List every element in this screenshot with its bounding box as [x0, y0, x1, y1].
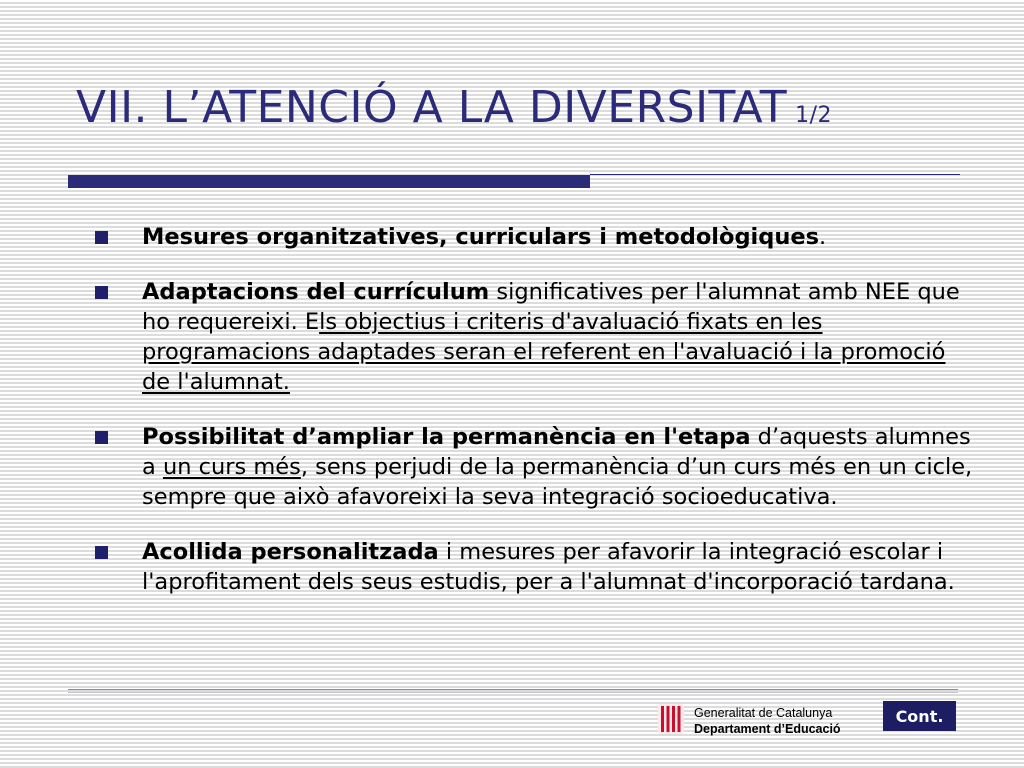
- organization-line-1: Generalitat de Catalunya: [694, 706, 833, 720]
- bullet-list: [94, 222, 974, 622]
- bullet-item-acollida: [94, 537, 974, 597]
- continue-button[interactable]: Cont.: [883, 701, 956, 731]
- bullet-square-icon: [95, 546, 108, 559]
- bullet-text: significatives per l'alumnat amb NEE que ho requereixi. E: [142, 279, 960, 335]
- bullet-square-icon: [95, 431, 108, 444]
- bullet-underlined-text: un curs més: [162, 454, 301, 480]
- organization-line-2: Departament d’Educació: [694, 722, 841, 736]
- footer-divider-secondary: [68, 692, 958, 693]
- bullet-text: .: [819, 224, 827, 250]
- bullet-item-adaptacions: [94, 277, 974, 397]
- bullet-square-icon: [95, 286, 108, 299]
- bullet-heading: Acollida personalitzada: [142, 539, 439, 565]
- generalitat-senyera-icon: [658, 704, 684, 734]
- slide-page-indicator: 1/2: [795, 103, 832, 128]
- bullet-text: , sens perjudi de la permanència d’un curs més en un cicle, sempre que això afavoreixi la seva integració socioeducativa.: [142, 454, 973, 510]
- bullet-square-icon: [95, 231, 108, 244]
- title-underline-bar: [68, 175, 590, 188]
- bullet-heading: Possibilitat d’ampliar la permanència en l'etapa: [142, 424, 751, 450]
- organization-name: [694, 705, 841, 737]
- slide-title-text: VII. L’ATENCIÓ A LA DIVERSITAT: [76, 82, 788, 133]
- bullet-item-permanencia: [94, 422, 974, 512]
- bullet-heading: Mesures organitzatives, curriculars i metodològiques: [142, 224, 820, 250]
- bullet-heading: Adaptacions del currículum: [142, 279, 490, 305]
- bullet-item-mesures: [94, 222, 974, 252]
- bullet-text: i mesures per afavorir la integració escolar i l'aprofitament dels seus estudis, per a l'alumnat d'incorporació tardana.: [142, 539, 955, 595]
- title-underline-thin: [590, 174, 960, 175]
- bullet-underlined-text: ls objectius i criteris d'avaluació fixats en les programacions adaptades seran el referent en l'avaluació i la promoció de l'alumnat.: [142, 309, 946, 395]
- slide-title: [76, 82, 832, 133]
- bullet-text: d’aquests alumnes a: [142, 424, 971, 480]
- footer-divider: [68, 689, 958, 690]
